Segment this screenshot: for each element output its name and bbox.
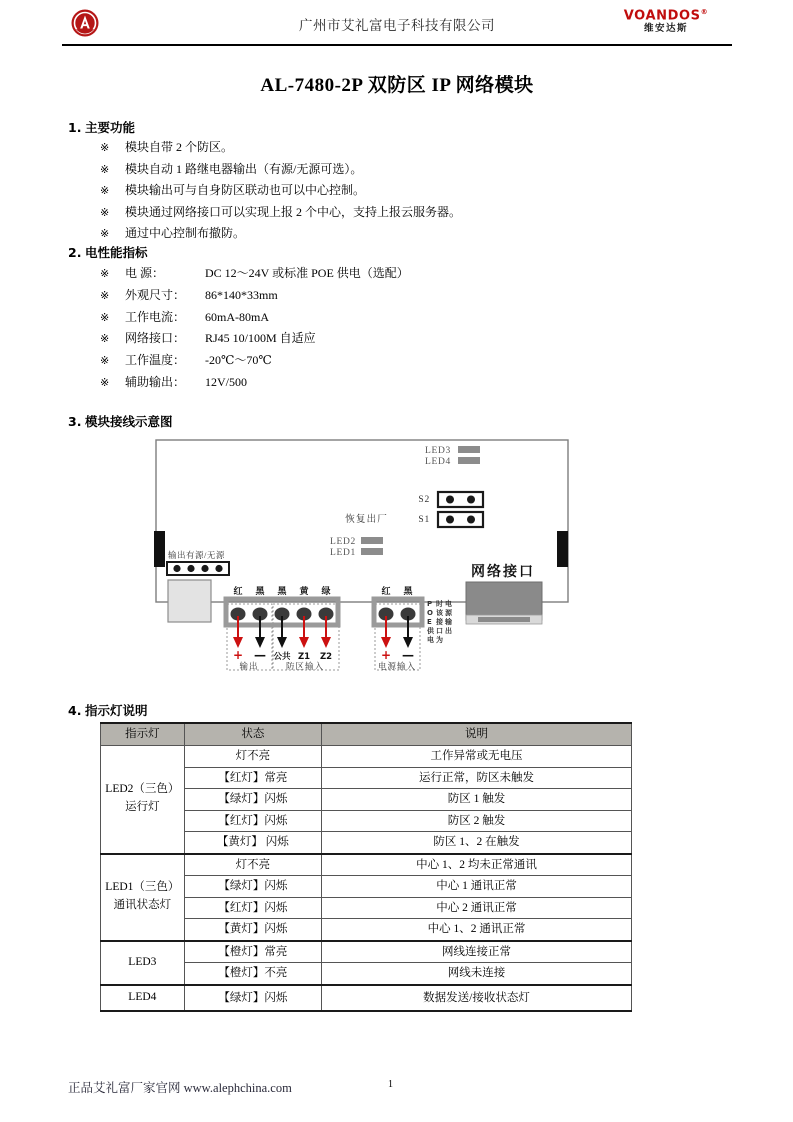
diagram-label-led1: LED1 (329, 548, 356, 558)
right-mount-tab-icon (557, 531, 568, 567)
diagram-label-output-source: 输出有源/无源 (168, 550, 225, 560)
list-item (100, 308, 409, 330)
specs-list (100, 264, 409, 395)
led-group-name: LED1（三色） (105, 881, 180, 894)
svg-text:电: 电 (427, 636, 434, 644)
list-item (100, 264, 409, 286)
led-group-cell (101, 854, 185, 941)
led-description-cell: 中心 1、2 通讯正常 (321, 919, 631, 941)
bullet-icon: ※ (100, 184, 110, 197)
led-description-cell: 防区 1、2 在触发 (321, 832, 631, 854)
led1-pad-icon (361, 548, 383, 555)
bullet-icon: ※ (100, 205, 110, 219)
terminal-group-zone-label: 防区输入 (285, 662, 325, 672)
svg-text:该: 该 (436, 609, 443, 617)
page-header (62, 6, 732, 44)
terminal-sign-minus: — (402, 648, 414, 662)
list-item (100, 329, 409, 351)
section-title: 电性能指标 (85, 245, 148, 260)
s1-pin-1-icon (446, 516, 454, 524)
svg-text:电: 电 (445, 600, 452, 608)
led-state-cell: 【黄灯】闪烁 (184, 919, 321, 941)
s1-pin-2-icon (467, 516, 475, 524)
led-description-cell: 网线未连接 (321, 963, 631, 985)
network-port-body-icon (466, 582, 542, 620)
page-number: 1 (388, 1079, 393, 1090)
wire-color-label: 绿 (321, 587, 331, 597)
diagram-label-led2: LED2 (329, 537, 356, 547)
led-state-cell: 【橙灯】不亮 (184, 963, 321, 985)
svg-text:出: 出 (445, 627, 452, 635)
svg-text:接: 接 (436, 618, 443, 626)
led3-pad-icon (458, 446, 480, 453)
led-description-cell: 中心 1 通讯正常 (321, 876, 631, 898)
spec-label: 外观尺寸： (125, 287, 186, 302)
feature-text: 模块通过网络接口可以实现上报 2 个中心，支持上报云服务器。 (125, 204, 462, 219)
terminal-sign-minus: — (254, 648, 266, 662)
diagram-label-led4: LED4 (424, 457, 451, 467)
output-source-pin-4-icon (215, 565, 222, 572)
table-row (101, 941, 632, 963)
spec-value: -20℃～70℃ (205, 353, 272, 368)
left-mount-tab-icon (154, 531, 165, 567)
bullet-icon: ※ (100, 227, 110, 240)
footer-website: 正品艾礼富厂家官网 www.alephchina.com (68, 1081, 292, 1095)
led-group-sublabel: 运行灯 (125, 801, 160, 814)
section-number: 4. (68, 703, 82, 718)
table-header-row (101, 723, 632, 746)
spec-label: 辅助输出： (125, 374, 186, 389)
feature-text: 模块自带 2 个防区。 (125, 140, 234, 154)
wiring-diagram-svg (148, 436, 578, 686)
bullet-icon: ※ (100, 141, 110, 154)
section-title: 模块接线示意图 (85, 414, 173, 429)
led-state-cell: 【红灯】常亮 (184, 767, 321, 789)
led4-pad-icon (458, 457, 480, 464)
s2-pin-1-icon (446, 496, 454, 504)
section-number: 1. (68, 120, 82, 135)
section-heading-specs (68, 243, 148, 261)
led-state-cell: 【红灯】闪烁 (184, 810, 321, 832)
bullet-icon: ※ (100, 162, 110, 176)
output-source-pin-1-icon (173, 565, 180, 572)
poe-note-label (427, 599, 453, 644)
spec-value: 12V/500 (205, 374, 247, 389)
led-state-cell: 灯不亮 (184, 746, 321, 768)
terminal-sign-common: 公共 (273, 652, 291, 662)
diagram-label-restore-factory: 恢复出厂 (345, 515, 388, 525)
led-state-cell: 【黄灯】 闪烁 (184, 832, 321, 854)
section-number: 3. (68, 414, 82, 429)
terminal-sign-plus: + (232, 648, 244, 662)
list-item (100, 224, 461, 246)
wire-color-label: 红 (381, 587, 391, 597)
relay-block-icon (168, 580, 211, 622)
diagram-label-s2: S2 (418, 495, 430, 505)
led-group-cell (101, 985, 185, 1012)
column-header-desc: 说明 (321, 723, 631, 746)
diagram-label-s1: S1 (418, 515, 430, 525)
brand-logo (606, 9, 726, 34)
registered-mark-icon: ® (700, 8, 709, 16)
wiring-arrows-left (233, 616, 331, 648)
list-item (100, 203, 461, 225)
feature-text: 模块自动 1 路继电器输出（有源/无源可选）。 (125, 161, 363, 176)
led-description-cell: 中心 1、2 均未正常通讯 (321, 854, 631, 876)
terminal-group-power-label: 电源输入 (377, 662, 417, 672)
section-heading-diagram (68, 412, 173, 430)
bullet-icon: ※ (100, 310, 110, 324)
page-footer (68, 1078, 728, 1098)
led-description-cell: 工作异常或无电压 (321, 746, 631, 768)
bullet-icon: ※ (100, 375, 110, 389)
brand-name-cn: 维安达斯 (643, 22, 688, 34)
led-indicator-table (100, 722, 632, 1012)
bullet-icon: ※ (100, 267, 110, 280)
led-description-cell: 中心 2 通讯正常 (321, 897, 631, 919)
brand-name-en: VOANDOS® (623, 8, 709, 24)
bullet-icon: ※ (100, 332, 110, 346)
spec-label: 工作温度： (125, 353, 186, 368)
output-source-pin-2-icon (187, 565, 194, 572)
section-heading-led-table (68, 701, 148, 719)
s2-jumper-icon (438, 492, 483, 507)
diagram-label-led3: LED3 (424, 446, 451, 456)
header-divider (62, 44, 732, 46)
document-title: AL-7480-2P 双防区 IP 网络模块 (260, 75, 534, 96)
bullet-icon: ※ (100, 354, 110, 368)
list-item (100, 181, 461, 203)
spec-value: 60mA-80mA (205, 309, 269, 324)
table-row (101, 985, 632, 1012)
led-description-cell: 防区 1 触发 (321, 789, 631, 811)
spec-label: 工作电流： (125, 309, 186, 324)
table-row (101, 854, 632, 876)
s1-jumper-icon (438, 512, 483, 527)
list-item (100, 286, 409, 308)
led-group-sublabel: 通讯状态灯 (113, 899, 172, 911)
led-group-cell (101, 746, 185, 854)
led-state-cell: 【红灯】闪烁 (184, 897, 321, 919)
wire-color-label: 黑 (277, 587, 287, 597)
column-header-led: 指示灯 (101, 723, 185, 746)
led-state-cell: 【绿灯】闪烁 (184, 789, 321, 811)
spec-value: 86*140*33mm (205, 287, 278, 302)
svg-text:输: 输 (445, 618, 452, 626)
section-number: 2. (68, 245, 82, 260)
spec-label: 网络接口： (125, 331, 186, 346)
svg-text:为: 为 (436, 636, 443, 644)
terminal-group-output-label: 输出 (239, 662, 259, 672)
list-item (100, 138, 461, 160)
terminal-sign-z1: Z1 (297, 652, 311, 662)
terminal-sign-plus: + (380, 648, 392, 662)
features-list (100, 138, 461, 246)
wiring-arrows-power (381, 616, 413, 648)
svg-text:O: O (427, 609, 433, 617)
wire-color-label: 红 (233, 587, 243, 597)
spec-value: DC 12～24V 或标准 POE 供电（选配） (205, 266, 409, 280)
feature-text: 通过中心控制布撤防。 (125, 226, 246, 240)
list-item (100, 351, 409, 373)
header-company-name: 广州市艾礼富电子科技有限公司 (299, 18, 495, 34)
terminal-sign-z2: Z2 (319, 652, 333, 662)
led-group-name: LED3 (128, 955, 157, 968)
section-title: 主要功能 (85, 120, 136, 135)
section-heading-features (68, 118, 135, 136)
led-state-cell: 【绿灯】闪烁 (184, 985, 321, 1012)
led-group-cell (101, 941, 185, 985)
wire-color-label: 黄 (299, 587, 309, 597)
s2-pin-2-icon (467, 496, 475, 504)
led-group-name: LED2（三色） (105, 783, 180, 796)
led-group-name: LED4 (128, 990, 157, 1003)
svg-text:P: P (427, 600, 433, 608)
svg-text:E: E (427, 618, 432, 626)
led-description-cell: 网线连接正常 (321, 941, 631, 963)
svg-text:供: 供 (427, 627, 434, 635)
diagram-label-network-port: 网络接口 (471, 564, 535, 580)
column-header-state: 状态 (184, 723, 321, 746)
network-port-slot-icon (478, 617, 530, 622)
spec-value: RJ45 10/100M 自适应 (205, 331, 316, 346)
led-description-cell: 数据发送/接收状态灯 (321, 985, 631, 1012)
feature-text: 模块输出可与自身防区联动也可以中心控制。 (125, 183, 366, 197)
led-state-cell: 【绿灯】闪烁 (184, 876, 321, 898)
bullet-icon: ※ (100, 288, 110, 302)
list-item (100, 160, 461, 182)
svg-text:口: 口 (436, 627, 443, 635)
spec-label: 电 源： (125, 266, 165, 280)
section-title: 指示灯说明 (85, 703, 148, 718)
led-state-cell: 灯不亮 (184, 854, 321, 876)
led-description-cell: 运行正常，防区未触发 (321, 767, 631, 789)
led2-pad-icon (361, 537, 383, 544)
svg-text:时: 时 (436, 600, 443, 608)
wire-color-label: 黑 (255, 587, 265, 597)
table-row (101, 746, 632, 768)
led-state-cell: 【橙灯】常亮 (184, 941, 321, 963)
output-source-pin-3-icon (201, 565, 208, 572)
list-item (100, 373, 409, 395)
wiring-diagram (148, 436, 578, 686)
led-description-cell: 防区 2 触发 (321, 810, 631, 832)
wire-color-label: 黑 (403, 587, 413, 597)
svg-text:源: 源 (445, 609, 452, 617)
